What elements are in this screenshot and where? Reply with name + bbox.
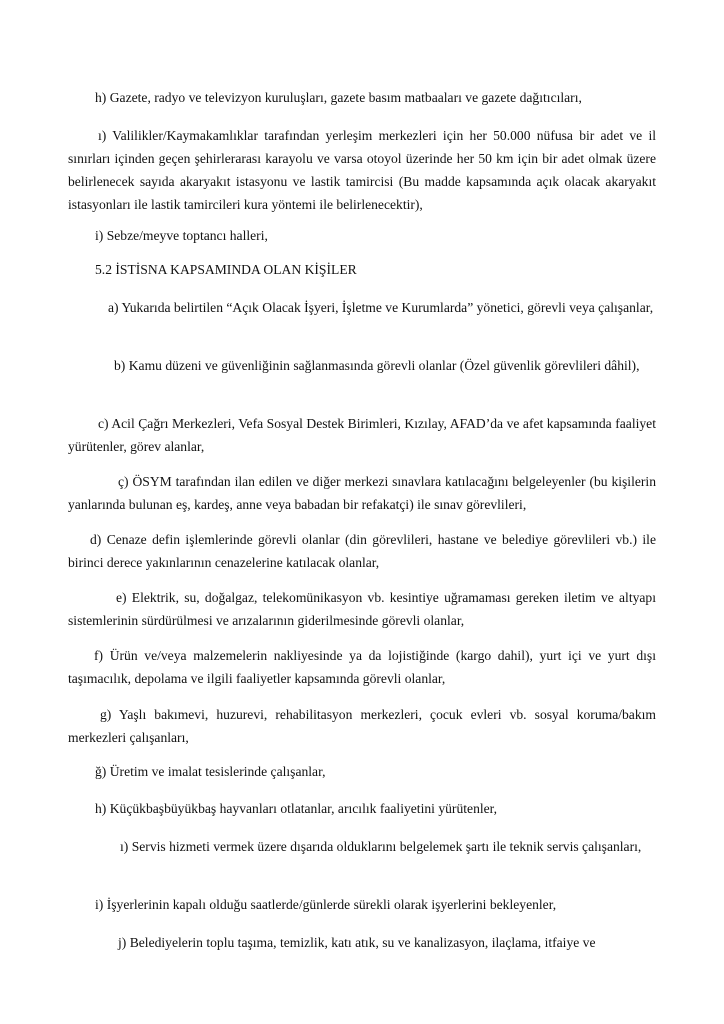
paragraph-i-guards: i) İşyerlerinin kapalı olduğu saatlerde/günlerde sürekli olarak işyerlerini bekleyenler,: [95, 897, 557, 912]
paragraph-e: e) Elektrik, su, doğalgaz, telekomünikasyon vb. kesintiye uğramaması gereken iletim ve altyapı sistemlerinin sürdürülmesi ve arızalarının giderilmesinde görevli olanlar,: [68, 590, 656, 628]
paragraph-d: d) Cenaze defin işlemlerinde görevli olanlar (din görevlileri, hastane ve belediye görevlileri vb.) ile birinci derece yakınlarının cenazelerine katılacak olanlar,: [68, 532, 656, 570]
paragraph-c: c) Acil Çağrı Merkezleri, Vefa Sosyal Destek Birimleri, Kızılay, AFAD’da ve afet kapsamında faaliyet yürütenler, görev alanlar,: [68, 416, 656, 454]
paragraph-a: a) Yukarıda belirtilen “Açık Olacak İşyeri, İşletme ve Kurumlarda” yönetici, görevli veya çalışanlar,: [108, 300, 654, 315]
paragraph-g-breve: ğ) Üretim ve imalat tesislerinde çalışanlar,: [95, 764, 326, 779]
paragraph-c-cedilla: ç) ÖSYM tarafından ilan edilen ve diğer merkezi sınavlara katılacağını belgeleyenler (bu kişilerin yanlarında bulunan eş, kardeş, anne veya babadan bir refakatçi) ile sınav görevlileri,: [68, 474, 656, 512]
paragraph-i-wholesale: i) Sebze/meyve toptancı halleri,: [95, 228, 268, 243]
paragraph-i-dotless-service: ı) Servis hizmeti vermek üzere dışarıda olduklarını belgelemek şartı ile teknik servis çalışanları,: [120, 839, 642, 854]
paragraph-i-dotless-fuel: ı) Valilikler/Kaymakamlıklar tarafından yerleşim merkezleri için her 50.000 nüfusa bir adet ve il sınırları içinden geçen şehirlerarası karayolu ve varsa otoyol üzerinde her 50 km için bir adet olmak üzere belirlenecek sayıda akaryakıt istasyonu ve lastik tamircisi (Bu madde kapsamında açık olacak akaryakıt istasyonları ile lastik tamircileri kura yöntemi ile belirlenecektir),: [68, 128, 656, 212]
section-heading-5-2: 5.2 İSTİSNA KAPSAMINDA OLAN KİŞİLER: [95, 262, 357, 277]
paragraph-h-livestock: h) Küçükbaşbüyükbaş hayvanları otlatanlar, arıcılık faaliyetini yürütenler,: [95, 801, 498, 816]
paragraph-j: j) Belediyelerin toplu taşıma, temizlik, katı atık, su ve kanalizasyon, ilaçlama, itfaiye ve: [118, 935, 596, 950]
paragraph-f: f) Ürün ve/veya malzemelerin nakliyesinde ya da lojistiğinde (kargo dahil), yurt içi ve yurt dışı taşımacılık, depolama ve ilgili faaliyetler kapsamında görevli olanlar,: [68, 648, 656, 686]
paragraph-b: b) Kamu düzeni ve güvenliğinin sağlanmasında görevli olanlar (Özel güvenlik görevlileri dâhil),: [114, 358, 640, 373]
paragraph-h-media: h) Gazete, radyo ve televizyon kuruluşları, gazete basım matbaaları ve gazete dağıtıcıları,: [95, 90, 582, 105]
paragraph-g: g) Yaşlı bakımevi, huzurevi, rehabilitasyon merkezleri, çocuk evleri vb. sosyal koruma/bakım merkezleri çalışanları,: [68, 707, 656, 745]
